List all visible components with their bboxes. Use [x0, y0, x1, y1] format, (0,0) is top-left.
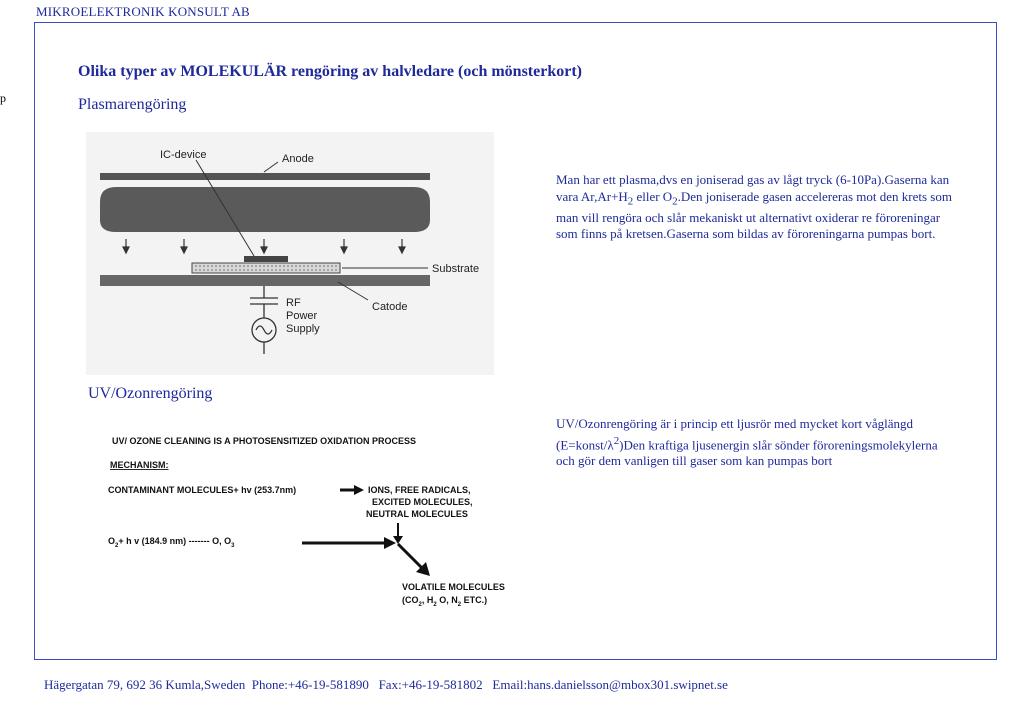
power-label: Power	[286, 310, 318, 322]
plasma-heading: Plasmarengöring	[78, 96, 187, 113]
oxygen-equation: $O_2+ h$ v (184.9 nm) ------- O, $O_3$	[108, 536, 235, 549]
page-title: Olika typer av MOLEKULÄR rengöring av halvledare (och mönsterkort)	[78, 63, 582, 80]
footer-contact: Hägergatan 79, 692 36 Kumla,Sweden Phone:+46-19-581890 Fax:+46-19-581802 Email:hans.danielsson@mbox301.swipnet.se	[44, 677, 728, 692]
ic-device-block	[244, 256, 288, 262]
uv-ozone-heading: UV/Ozonrengöring	[88, 385, 213, 402]
company-name: MIKROELEKTRONIK KONSULT AB	[36, 4, 250, 19]
anode-label: Anode	[282, 153, 314, 165]
uv-ozone-diagram-svg	[94, 424, 514, 624]
uv-ozone-description: UV/Ozonrengöring är i princip ett ljusrör med mycket kort våglängd $(E=konst/\lambda^2)Den$ kraftiga ljusenergin slår sönder föroreningsmolekylerna och gör dem vanligen till gaser som kan pumpas bort	[556, 416, 938, 469]
plasma-description: Man har ett plasma,dvs en joniserad gas av lågt tryck (6-10Pa).Gaserna kan vara $Ar,Ar+H_2$ eller $O_2.Den$ joniserade gasen accelereras mot den krets som man vill rengöra och slår mekaniskt ut alternativt oxiderar re föroreningar som finns på kretsen.Gaserna som bildas av föroreningarna pumpas bort.	[556, 172, 952, 242]
ion-arrows	[123, 239, 405, 253]
ic-device-label: IC-device	[160, 149, 207, 161]
stray-character: p	[0, 91, 6, 105]
cathode-plate	[100, 275, 430, 286]
plasma-region	[100, 187, 430, 232]
volatile-label: VOLATILE MOLECULES	[402, 582, 505, 592]
uv-ozone-diagram	[94, 424, 514, 624]
neutral-label: NEUTRAL MOLECULES	[366, 509, 468, 519]
anode-plate	[100, 173, 430, 180]
products-label: ($CO_2$, $H_2$ O, $N_2$ ETC.)	[402, 595, 488, 608]
ions-label: IONS, FREE RADICALS,	[368, 485, 471, 495]
plasma-diagram-svg	[86, 132, 494, 375]
excited-label: EXCITED MOLECULES,	[372, 497, 473, 507]
plasma-diagram	[86, 132, 494, 375]
catode-label: Catode	[372, 301, 408, 313]
rf-circuit	[250, 286, 278, 354]
contaminant-label: CONTAMINANT MOLECULES+ hv (253.7nm)	[108, 485, 297, 495]
mechanism-label: MECHANISM:	[110, 460, 169, 470]
supply-label: Supply	[286, 323, 320, 335]
rf-label: RF	[286, 297, 301, 309]
uv-process-title: UV/ OZONE CLEANING IS A PHOTOSENSITIZED OXIDATION PROCESS	[112, 436, 417, 446]
substrate-texture	[192, 263, 340, 273]
substrate-label: Substrate	[432, 263, 480, 275]
